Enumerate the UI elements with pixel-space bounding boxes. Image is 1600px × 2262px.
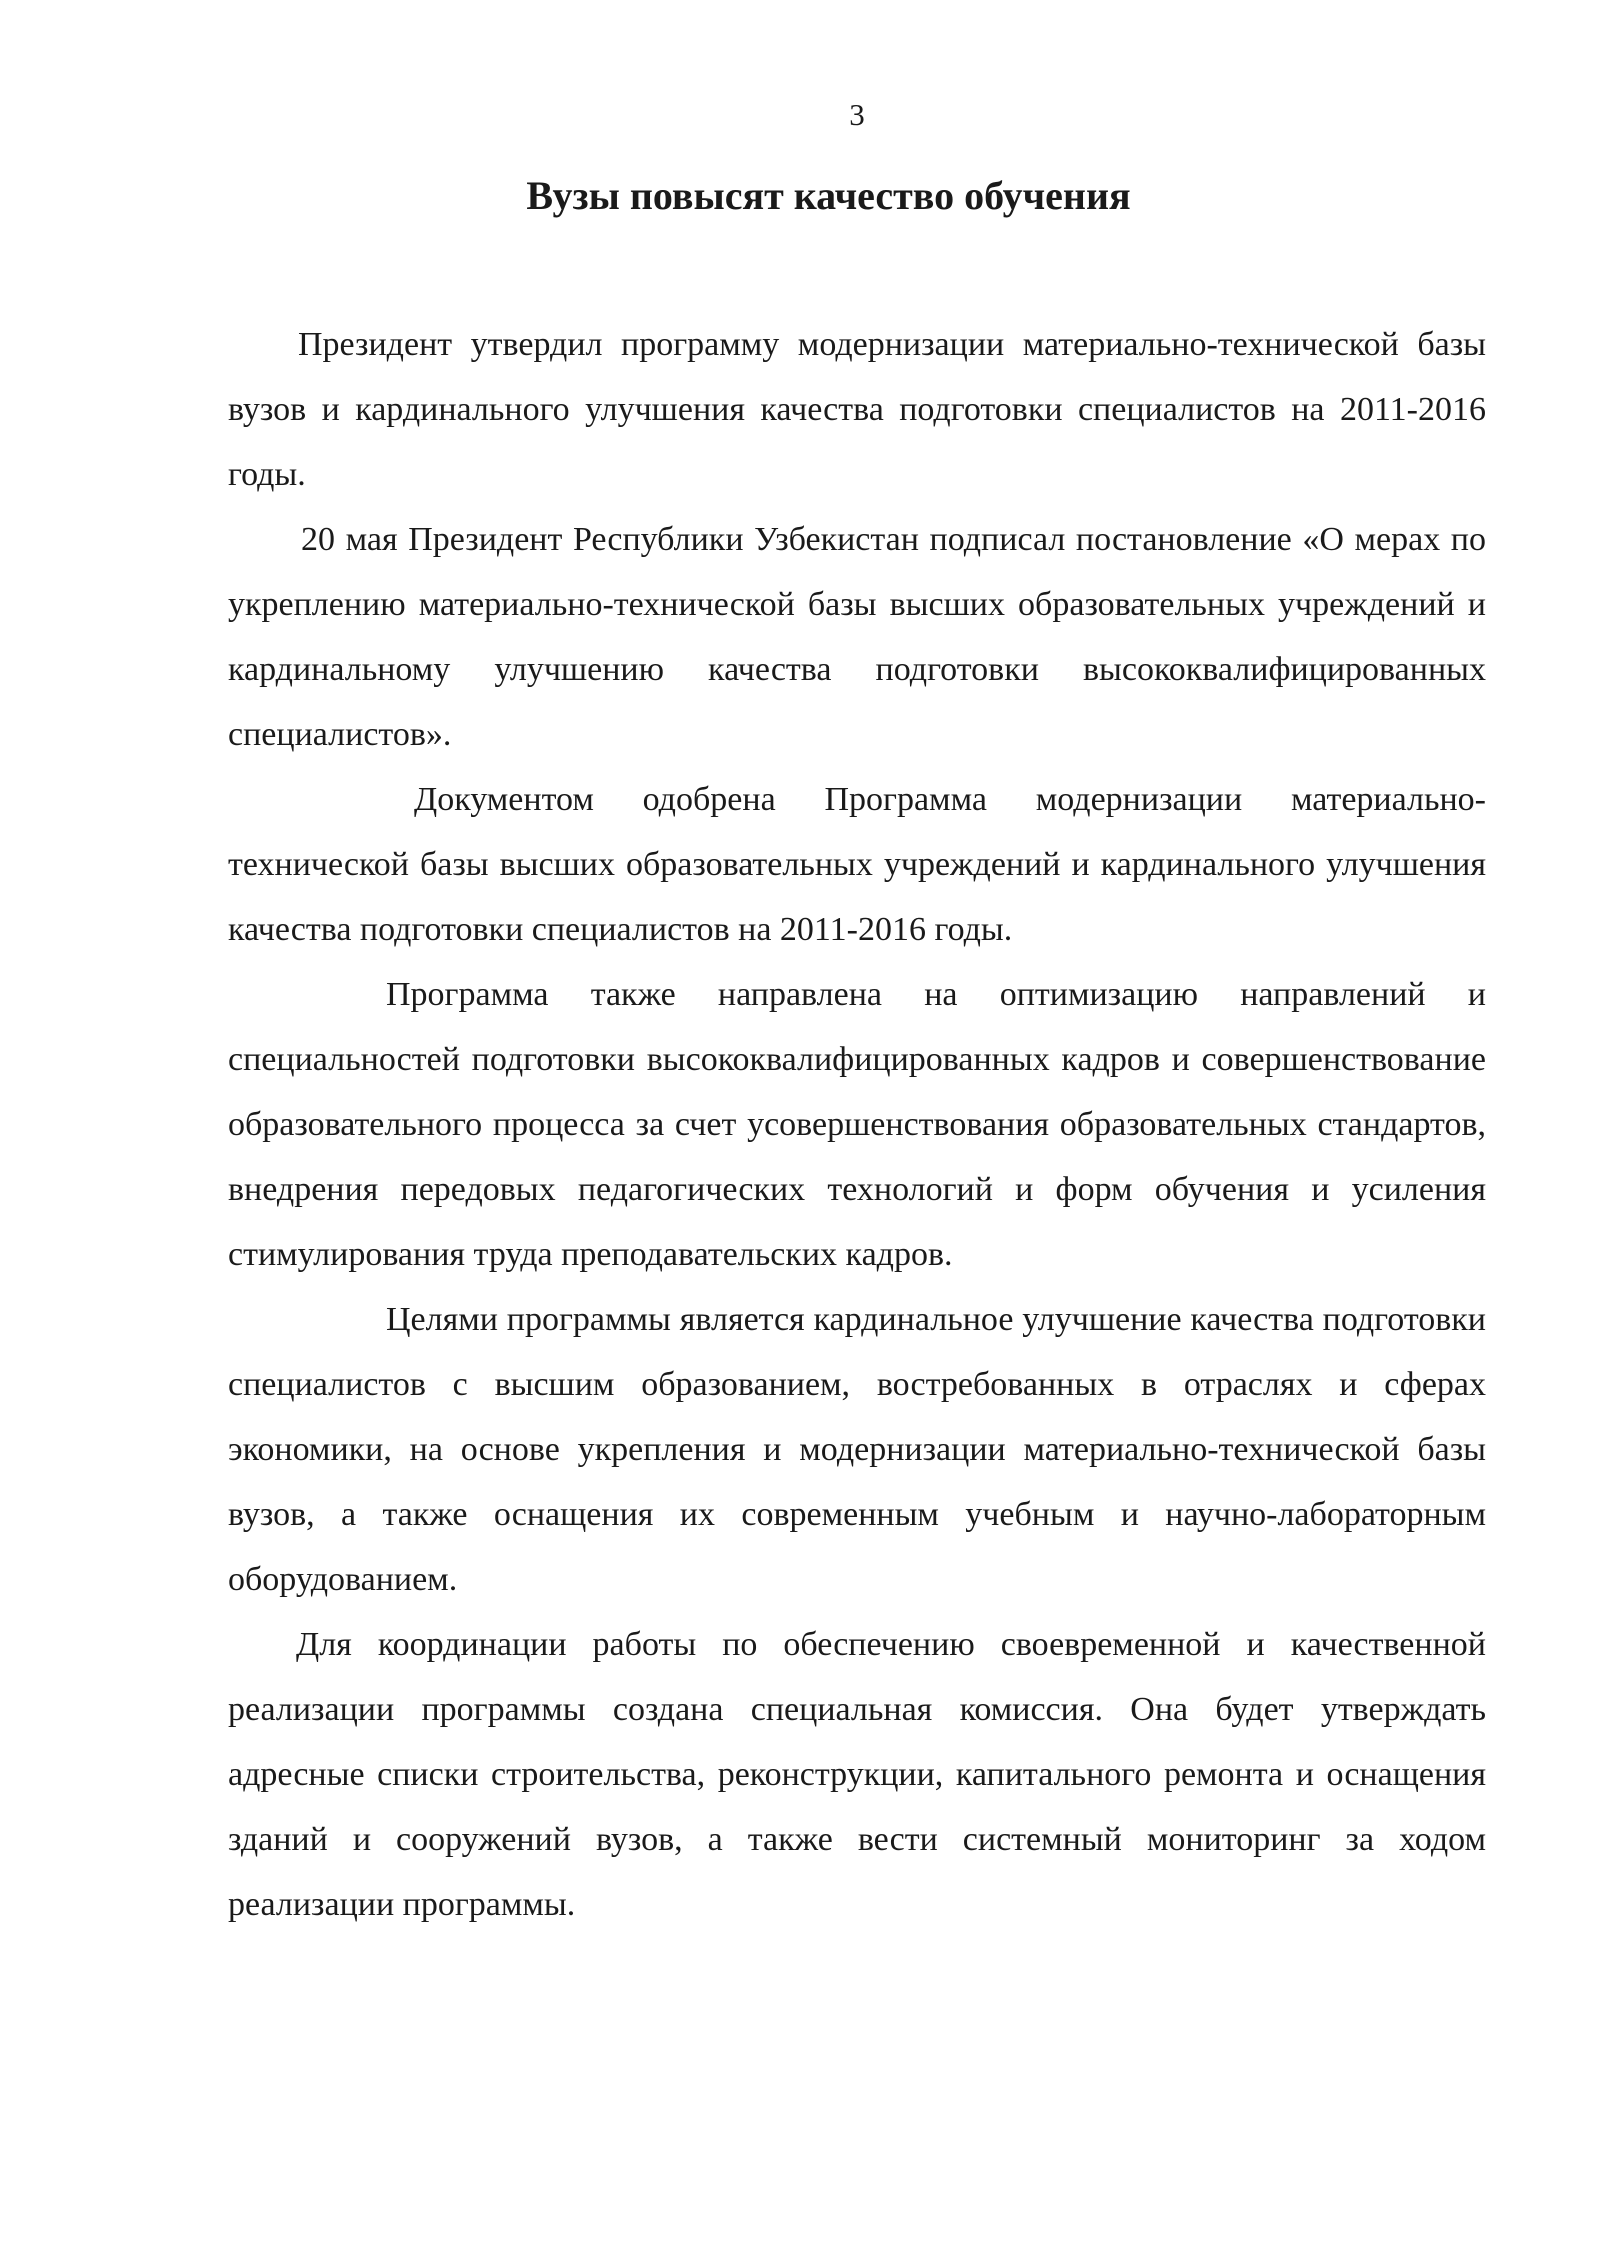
paragraph-1: Президент утвердил программу модернизации материально-технической базы вузов и кардинального улучшения качества подготовки специалистов на 2011-2016 годы. — [228, 326, 1486, 493]
article-body — [228, 312, 1486, 1937]
paragraph-3: Документом одобрена Программа модернизации материально-технической базы высших образовательных учреждений и кардинального улучшения качества подготовки специалистов на 2011-2016 годы. — [228, 781, 1486, 948]
paragraph-6: Для координации работы по обеспечению своевременной и качественной реализации программы создана специальная комиссия. Она будет утверждать адресные списки строительства, реконструкции, капитального ремонта и оснащения зданий и сооружений вузов, а также вести системный мониторинг за ходом реализации программы. — [228, 1626, 1486, 1923]
page-title: Вузы повысят качество обучения — [526, 173, 1131, 218]
paragraph-4: Программа также направлена на оптимизацию направлений и специальностей подготовки высококвалифицированных кадров и совершенствование образовательного процесса за счет усовершенствования образовательных стандартов, внедрения передовых педагогических технологий и форм обучения и усиления стимулирования труда преподавательских кадров. — [228, 976, 1486, 1273]
page-number: 3 — [849, 97, 865, 132]
paragraph-5: Целями программы является кардинальное улучшение качества подготовки специалистов с высшим образованием, востребованных в отраслях и сферах экономики, на основе укрепления и модернизации материально-технической базы вузов, а также оснащения их современным учебным и научно-лабораторным оборудованием. — [228, 1301, 1486, 1598]
paragraph-2: 20 мая Президент Республики Узбекистан подписал постановление «О мерах по укреплению материально-технической базы высших образовательных учреждений и кардинальному улучшению качества подготовки высококвалифицированных специалистов». — [228, 521, 1486, 753]
